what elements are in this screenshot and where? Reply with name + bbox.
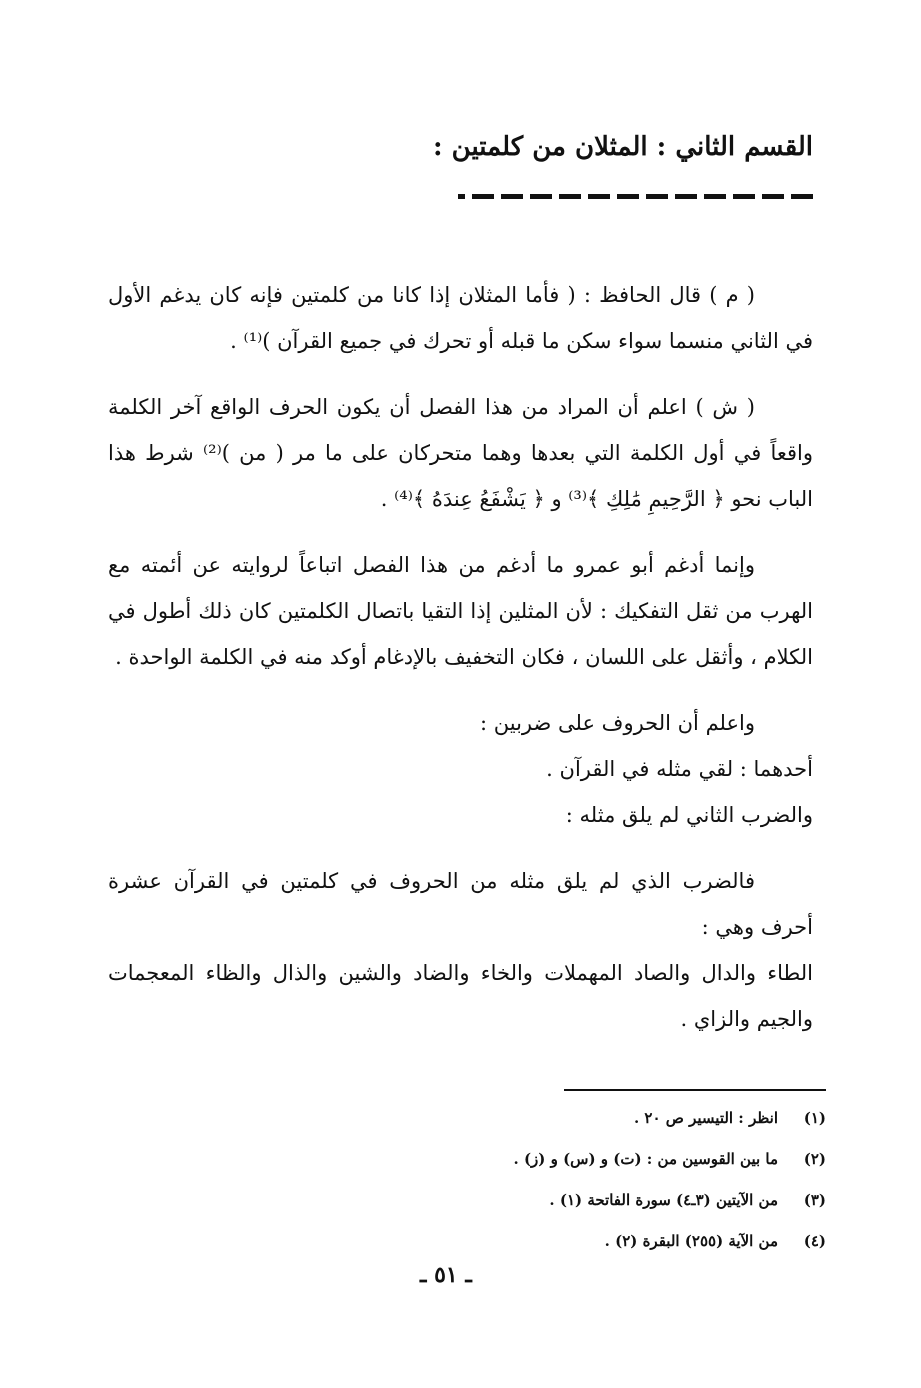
footnote-item: [406, 1098, 826, 1139]
paragraph-abu-amr: وإنما أدغم أبو عمرو ما أدغم من هذا الفصل اتباعاً لروايته عن أئمته مع الهرب من ثقل التفكيك : لأن المثلين إذا التقيا باتصال الكلمتين كان ذلك أطول في الكلام ، وأثقل على اللسان ، فكان التخفيف بالإدغام أوكد منه في الكلمة الواحدة .: [108, 553, 813, 669]
footnote-text: من الآيتين (٣ـ٤) سورة الفاتحة (١) .: [549, 1191, 778, 1209]
letters-list: الطاء والدال والصاد المهملات والخاء والضاد والشين والذال والظاء المعجمات والجيم والزاي .: [108, 961, 813, 1031]
type-first: أحدهما : لقي مثله في القرآن .: [546, 757, 813, 781]
footnote-item: [406, 1180, 826, 1221]
footnote-number: (٢): [803, 1150, 826, 1168]
heading-dashed-rule: [458, 194, 813, 199]
footnote-text: من الآية (٢٥٥) البقرة (٢) .: [604, 1232, 778, 1250]
paragraph-hafiz-quote: ( م ) قال الحافظ : ( فأما المثلان إذا كانا من كلمتين فإنه كان يدغم الأول في الثاني منسما سواء سكن ما قبله أو تحرك في جميع القرآن )⁽¹⁾ .: [108, 283, 813, 353]
footnote-item: [406, 1139, 826, 1180]
footnote-separator: [564, 1089, 826, 1091]
closing-paragraph: فالضرب الذي لم يلق مثله من الحروف في كلمتين في القرآن عشرة أحرف وهي :: [108, 869, 813, 939]
footnotes: [406, 1098, 826, 1262]
types-intro: واعلم أن الحروف على ضربين :: [480, 711, 755, 735]
footnote-number: (٤): [803, 1232, 826, 1250]
section-heading: القسم الثاني : المثلان من كلمتين :: [433, 132, 813, 162]
paragraph-explanation: ( ش ) اعلم أن المراد من هذا الفصل أن يكون الحرف الواقع آخر الكلمة واقعاً في أول الكلمة التي بعدها وهما متحركان على ما مر ( من )⁽²⁾ شرط هذا الباب نحو ﴿ الرَّحِيمِ مَٰلِكِ ﴾⁽³⁾ و ﴿ يَشْفَعُ عِندَهُ ﴾⁽⁴⁾ .: [108, 395, 814, 511]
footnote-item: [406, 1221, 826, 1262]
type-second: والضرب الثاني لم يلق مثله :: [565, 803, 813, 827]
footnote-text: انظر : التيسير ص ٢٠ .: [633, 1109, 778, 1127]
types-block: [108, 700, 813, 838]
footnote-number: (١): [803, 1109, 826, 1127]
main-text: [108, 272, 813, 1062]
footnote-text: ما بين القوسين من : (ت) و (س) و (ز) .: [513, 1150, 778, 1168]
footnote-number: (٣): [803, 1191, 826, 1209]
closing-block: [108, 858, 813, 1042]
page-number: ـ ٥١ ـ: [420, 1262, 472, 1288]
